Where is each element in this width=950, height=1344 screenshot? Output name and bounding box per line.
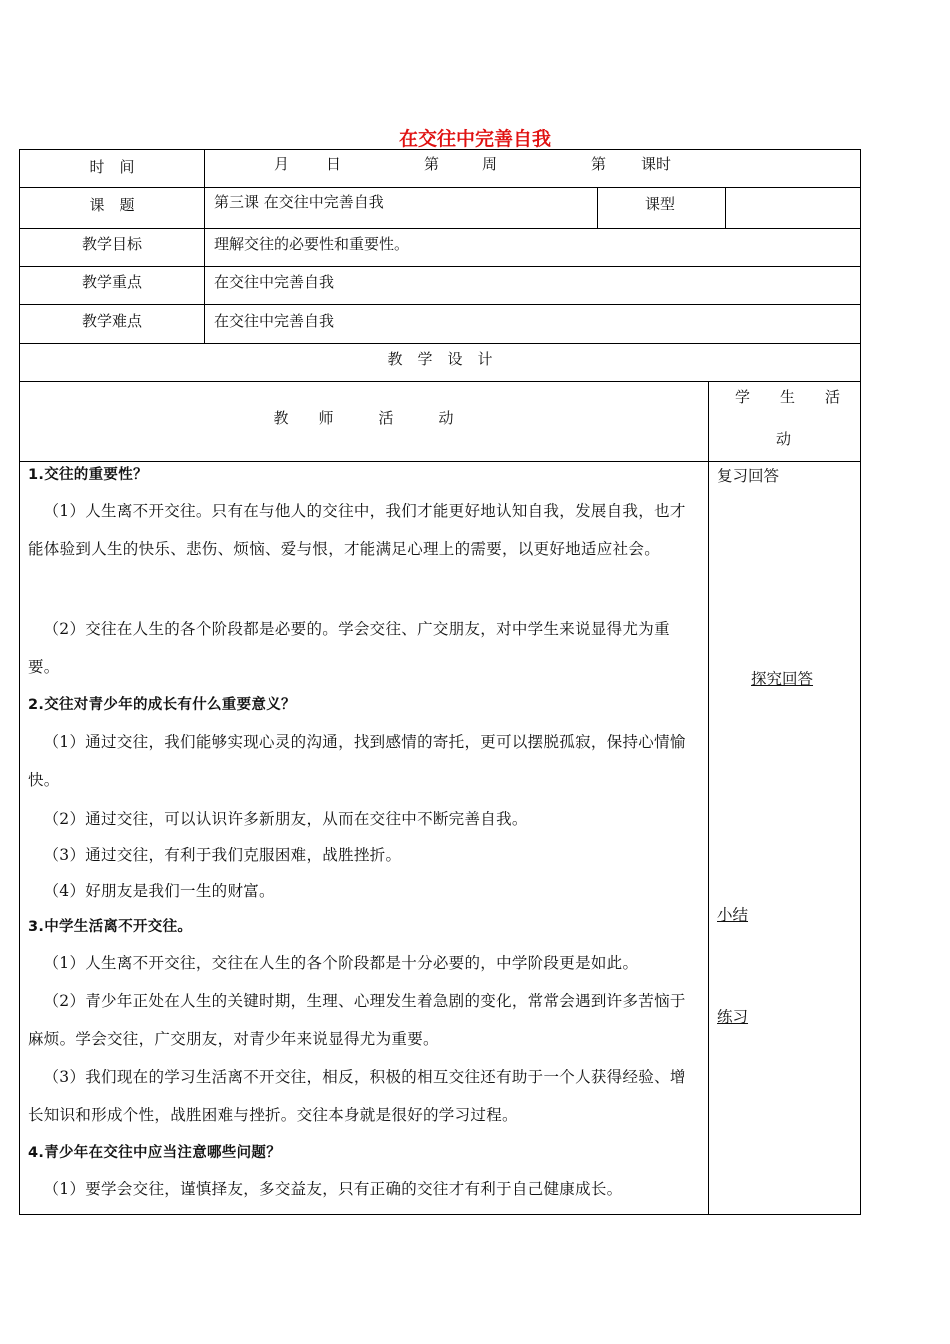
- paragraph-2-4: （4）好朋友是我们一生的财富。: [43, 882, 275, 900]
- goal-label: 教学目标: [81, 235, 142, 253]
- content-divider: [708, 461, 709, 1215]
- topic-divider-1: [204, 187, 205, 229]
- difficulty-label: 教学难点: [81, 312, 142, 330]
- topic-divider-2: [597, 187, 598, 229]
- topic-label: 课 题: [89, 196, 135, 214]
- type-label: 课型: [645, 195, 676, 213]
- student-practice: 练习: [717, 1008, 749, 1026]
- question-1: 1.交往的重要性？: [28, 467, 148, 483]
- student-summary: 小结: [717, 906, 749, 924]
- paragraph-3-2: （2）青少年正处在人生的关键时期，生理、心理发生着急剧的变化，常常会遇到许多苦恼于麻烦。学会交往，广交朋友，对青少年来说显得尤为重要。: [28, 992, 686, 1048]
- paragraph-1-1: （1）人生离不开交往。只有在与他人的交往中，我们才能更好地认知自我，发展自我，也才能体验到人生的快乐、悲伤、烦恼、爱与恨，才能满足心理上的需要，以更好地适应社会。: [28, 502, 686, 558]
- student-explore: 探究回答: [751, 670, 814, 688]
- key-divider: [204, 266, 205, 305]
- goal-value: 理解交往的必要性和重要性。: [214, 235, 410, 253]
- topic-divider-3: [725, 187, 726, 229]
- day-label: 日: [326, 155, 342, 173]
- question-3: 3.中学生活离不开交往。: [28, 919, 193, 935]
- month-label: 月: [274, 155, 290, 173]
- paragraph-1-2: （2）交往在人生的各个阶段都是必要的。学会交往、广交朋友，对中学生来说显得尤为重要。: [28, 620, 670, 676]
- activity-header-divider: [708, 381, 709, 462]
- topic-value: 第三课 在交往中完善自我: [214, 193, 384, 211]
- student-activity-label-2: 动: [776, 430, 792, 448]
- design-label: 教 学 设 计: [387, 350, 493, 368]
- paragraph-3-3: （3）我们现在的学习生活离不开交往，相反，积极的相互交往还有助于一个人获得经验、增长知识和形成个性，战胜困难与挫折。交往本身就是很好的学习过程。: [28, 1068, 686, 1124]
- question-2: 2.交往对青少年的成长有什么重要意义？: [28, 697, 296, 713]
- difficulty-divider: [204, 304, 205, 344]
- period-prefix: 第: [591, 155, 607, 173]
- student-review: 复习回答: [717, 467, 780, 485]
- key-label: 教学重点: [81, 273, 142, 291]
- goal-divider: [204, 228, 205, 267]
- paragraph-2-1: （1）通过交往，我们能够实现心灵的沟通，找到感情的寄托，更可以摆脱孤寂，保持心情愉快。: [28, 733, 686, 789]
- paragraph-2-3: （3）通过交往，有利于我们克服困难，战胜挫折。: [43, 846, 402, 864]
- student-activity-label-1: 学 生 活: [735, 388, 841, 406]
- paragraph-2-2: （2）通过交往，可以认识许多新朋友，从而在交往中不断完善自我。: [43, 810, 528, 828]
- page-title: 在交往中完善自我: [398, 128, 551, 150]
- week-suffix: 周: [482, 155, 498, 173]
- time-label: 时 间: [89, 158, 135, 176]
- period-suffix: 课时: [641, 155, 672, 173]
- difficulty-value: 在交往中完善自我: [214, 312, 335, 330]
- paragraph-3-1: （1）人生离不开交往，交往在人生的各个阶段都是十分必要的，中学阶段更是如此。: [43, 954, 639, 972]
- paragraph-4-1: （1）要学会交往，谨慎择友，多交益友，只有正确的交往才有利于自己健康成长。: [43, 1180, 623, 1198]
- time-divider: [204, 149, 205, 188]
- key-value: 在交往中完善自我: [214, 273, 335, 291]
- question-4: 4.青少年在交往中应当注意哪些问题？: [28, 1145, 281, 1161]
- week-prefix: 第: [424, 155, 440, 173]
- teacher-activity-label: 教 师 活 动: [273, 409, 454, 427]
